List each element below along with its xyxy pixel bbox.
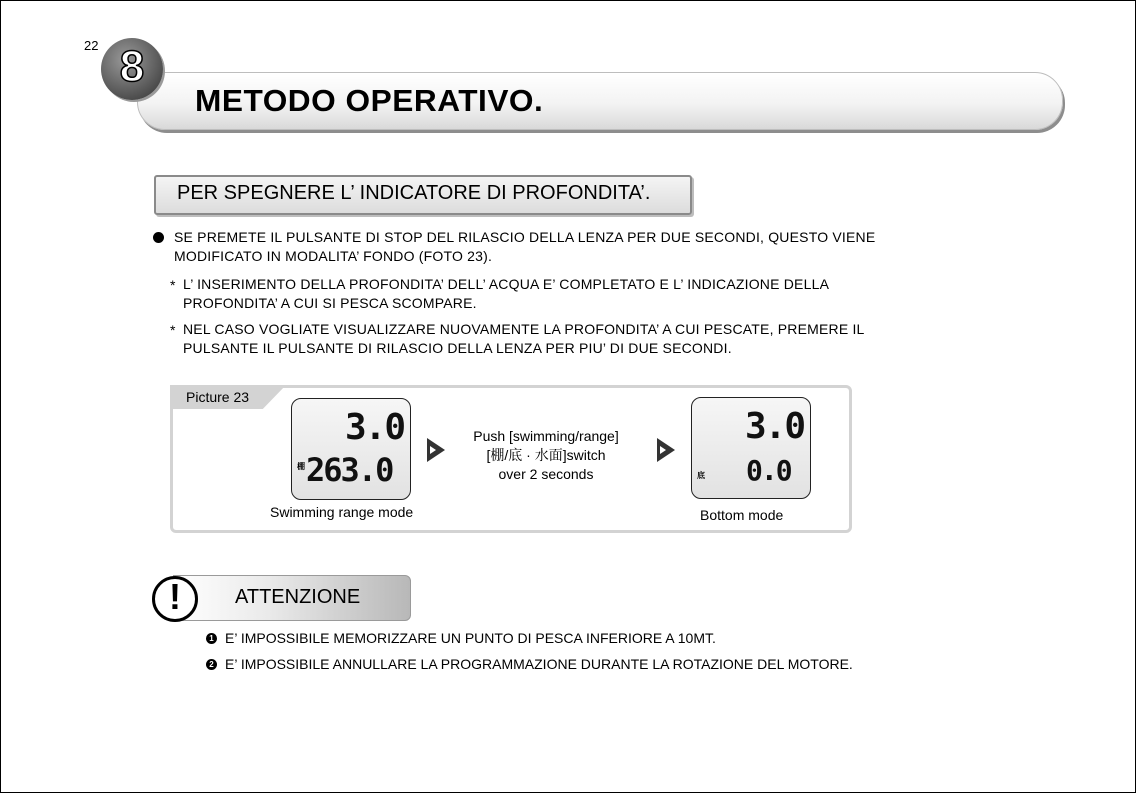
main-paragraph: SE PREMETE IL PULSANTE DI STOP DEL RILASCIO DELLA LENZA PER DUE SECONDI, QUESTO VIENE MODIFICATO IN MODALITA’ FONDO (FOTO 23). [174,229,876,264]
bullet-icon [153,232,164,243]
attention-item-1: E’ IMPOSSIBILE MEMORIZZARE UN PUNTO DI PESCA INFERIORE A 10MT. [225,630,716,646]
number-marker-2: 2 [206,659,217,670]
display1-caption: Swimming range mode [270,504,414,520]
warning-icon-glyph: ! [169,576,181,617]
instruction-line-3: over 2 seconds [498,466,594,482]
attention-item-2: E’ IMPOSSIBILE ANNULLARE LA PROGRAMMAZIONE DURANTE LA ROTAZIONE DEL MOTORE. [225,656,853,672]
chapter-number-badge [101,38,163,100]
note-marker-2: * [170,322,176,338]
attention-title: ATTENZIONE [235,586,361,608]
note-marker-1: * [170,277,176,293]
instruction-line-1: Push [swimming/range] [473,428,619,444]
note-paragraph-1: L’ INSERIMENTO DELLA PROFONDITA’ DELL’ ACQUA E’ COMPLETATO E L’ INDICAZIONE DELLA PROFONDITA’ A CUI SI PESCA SCOMPARE. [183,276,829,311]
page-number: 22 [84,38,99,53]
lcd-bottom-value: 0.0 [746,454,791,487]
section-title: PER SPEGNERE L’ INDICATORE DI PROFONDITA’. [177,182,651,204]
lcd-bottom-value: 263.0 [306,451,393,489]
number-marker-1: 1 [206,633,217,644]
display2-caption: Bottom mode [700,507,784,523]
warning-icon [152,576,198,622]
lcd-top-value: 3.0 [344,407,404,448]
lcd-top-value: 3.0 [744,406,804,447]
lcd-display-swimming [291,398,411,500]
note-paragraph-2: NEL CASO VOGLIATE VISUALIZZARE NUOVAMENTE LA PROFONDITA’ A CUI PESCATE, PREMERE IL PULSANTE IL PULSANTE DI RILASCIO DELLA LENZA PER PIU’ DI DUE SECONDI. [183,321,865,356]
arrow-right-icon [427,438,445,462]
lcd-mode-indicator: 底 [697,471,705,480]
instruction-line-2: [棚/底 · 水面]switch [486,447,606,463]
chapter-title: METODO OPERATIVO. [195,83,544,118]
lcd-mode-indicator: 棚 [297,462,305,471]
switch-instruction [451,427,641,484]
chapter-number: 8 [119,42,145,91]
lcd-display-bottom [691,397,811,499]
arrow-right-icon [657,438,675,462]
picture-label: Picture 23 [186,389,250,405]
